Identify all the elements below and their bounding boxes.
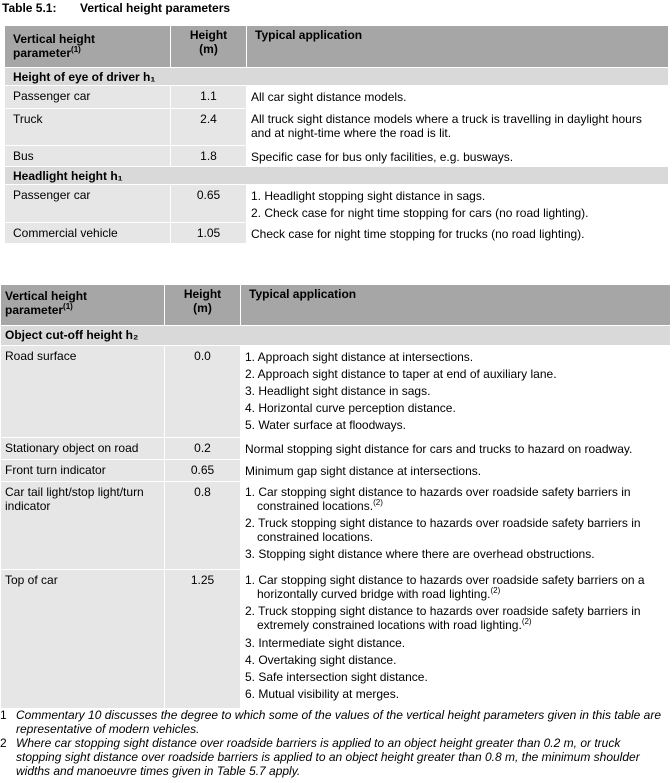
- table-caption: [2, 1, 230, 15]
- note-text: Commentary 10 discusses the degree to which some of the values of the vertical height parameters given in this table are representative of modern vehicles.: [16, 708, 662, 736]
- section-title: Object cut-off height h₂: [1, 326, 671, 346]
- application-item: [245, 516, 662, 544]
- table-row-application: [247, 223, 669, 244]
- table-row-height: 2.4: [171, 109, 247, 146]
- application-line: 2. Check case for night time stopping for cars (no road lighting).: [251, 206, 589, 220]
- application-line: All car sight distance models.: [251, 90, 407, 104]
- table-row-application: [247, 146, 669, 167]
- header-application: Typical application: [247, 26, 669, 68]
- header-parameter-sup: (1): [71, 45, 81, 54]
- table-row-param: Stationary object on road: [1, 438, 165, 460]
- footnote-ref: (2): [521, 617, 532, 626]
- application-line: Normal stopping sight distance for cars and trucks to hazard on roadway.: [245, 442, 633, 456]
- table-row-height: 0.65: [171, 185, 247, 223]
- application-item: [245, 547, 662, 561]
- application-line: All truck sight distance models where a truck is travelling in daylight hours and at night-time where the road is lit.: [251, 112, 642, 140]
- application-line: 2. Truck stopping sight distance to hazards over roadside safety barriers in constrained locations.: [245, 516, 641, 544]
- note-text: Where car stopping sight distance over roadside barriers is applied to an object height greater than 0.2 m, or truck stopping sight distance over roadside barriers is applied to an object height greater than 0.8 m, the minimum shoulder widths and manoeuvre times given in Table 5.7 apply.: [16, 736, 640, 778]
- header-height: Height (m): [165, 285, 241, 326]
- footnote-ref: (2): [490, 586, 501, 595]
- application-line: 1. Car stopping sight distance to hazards over roadside safety barriers on a horizontally curved bridge with road lighting.: [245, 573, 645, 601]
- table-row-height: 1.8: [171, 146, 247, 167]
- header-parameter-text: Vertical height parameter: [5, 289, 88, 317]
- table-row-height: 1.05: [171, 223, 247, 244]
- table-row-param: Commercial vehicle: [5, 223, 171, 244]
- table-row-application: [241, 346, 671, 438]
- table-row-param: Passenger car: [5, 185, 171, 223]
- application-item: [245, 485, 662, 513]
- table-row-param: Bus: [5, 146, 171, 167]
- application-line: 5. Safe intersection sight distance.: [245, 670, 428, 684]
- table-row-application: [241, 570, 671, 709]
- application-line: Minimum gap sight distance at intersections.: [245, 464, 482, 478]
- application-line: Check case for night time stopping for trucks (no road lighting).: [251, 227, 585, 241]
- table-notes: [0, 708, 668, 778]
- table-row-height: 0.8: [165, 482, 241, 570]
- table-row-height: 1.25: [165, 570, 241, 709]
- application-line: 1. Approach sight distance at intersections.: [245, 350, 474, 364]
- table-row-application: [241, 482, 671, 570]
- table-row-height: 1.1: [171, 86, 247, 109]
- table-row-param: Road surface: [1, 346, 165, 438]
- caption-title: Vertical height parameters: [80, 1, 231, 15]
- header-height: Height (m): [171, 26, 247, 68]
- table-row-application: [241, 438, 671, 460]
- table-row-param: Truck: [5, 109, 171, 146]
- application-line: 6. Mutual visibility at merges.: [245, 687, 400, 701]
- application-line: 3. Stopping sight distance where there are overhead obstructions.: [245, 547, 595, 561]
- footnote-ref: (2): [373, 498, 383, 507]
- header-parameter-sup: (1): [63, 302, 73, 311]
- table-row-height: 0.0: [165, 346, 241, 438]
- header-parameter-text: Vertical height parameter: [13, 32, 96, 60]
- table-row-param: Passenger car: [5, 86, 171, 109]
- application-item: [245, 604, 662, 632]
- table-row-height: 0.65: [165, 460, 241, 482]
- caption-number: Table 5.1:: [2, 1, 57, 15]
- application-line: 4. Overtaking sight distance.: [245, 653, 397, 667]
- table-row-height: 0.2: [165, 438, 241, 460]
- application-line: 3. Headlight sight distance in sags.: [245, 384, 431, 398]
- table-row-application: [247, 109, 669, 146]
- application-line: Specific case for bus only facilities, e.g. busways.: [251, 150, 514, 164]
- application-line: 1. Car stopping sight distance to hazards over roadside safety barriers in constrained locations.: [245, 485, 631, 513]
- section-title: Height of eye of driver h₁: [5, 68, 669, 86]
- note-number: 1: [0, 708, 7, 722]
- table-row-param: Front turn indicator: [1, 460, 165, 482]
- table-row-application: [241, 460, 671, 482]
- application-line: 5. Water surface at floodways.: [245, 418, 406, 432]
- application-line: 2. Approach sight distance to taper at end of auxiliary lane.: [245, 367, 557, 381]
- application-line: 1. Headlight stopping sight distance in sags.: [251, 189, 486, 203]
- application-line: 3. Intermediate sight distance.: [245, 636, 406, 650]
- application-line: 2. Truck stopping sight distance to hazards over roadside safety barriers in extremely constrained locations with road lighting.: [245, 604, 641, 632]
- application-line: 4. Horizontal curve perception distance.: [245, 401, 456, 415]
- object-height-table: [0, 284, 671, 709]
- note-number: 2: [0, 736, 7, 750]
- table-row-param: Top of car: [1, 570, 165, 709]
- header-parameter: [1, 285, 165, 326]
- table-row-application: [247, 86, 669, 109]
- application-item: [245, 573, 662, 601]
- header-parameter: [5, 26, 171, 68]
- note-2: [0, 736, 668, 778]
- table-row-application: [247, 185, 669, 223]
- note-1: [0, 708, 668, 736]
- section-title: Headlight height h₁: [5, 167, 669, 185]
- header-application: Typical application: [241, 285, 671, 326]
- eye-headlight-height-table: [4, 25, 669, 244]
- table-row-param: Car tail light/stop light/turn indicator: [1, 482, 165, 570]
